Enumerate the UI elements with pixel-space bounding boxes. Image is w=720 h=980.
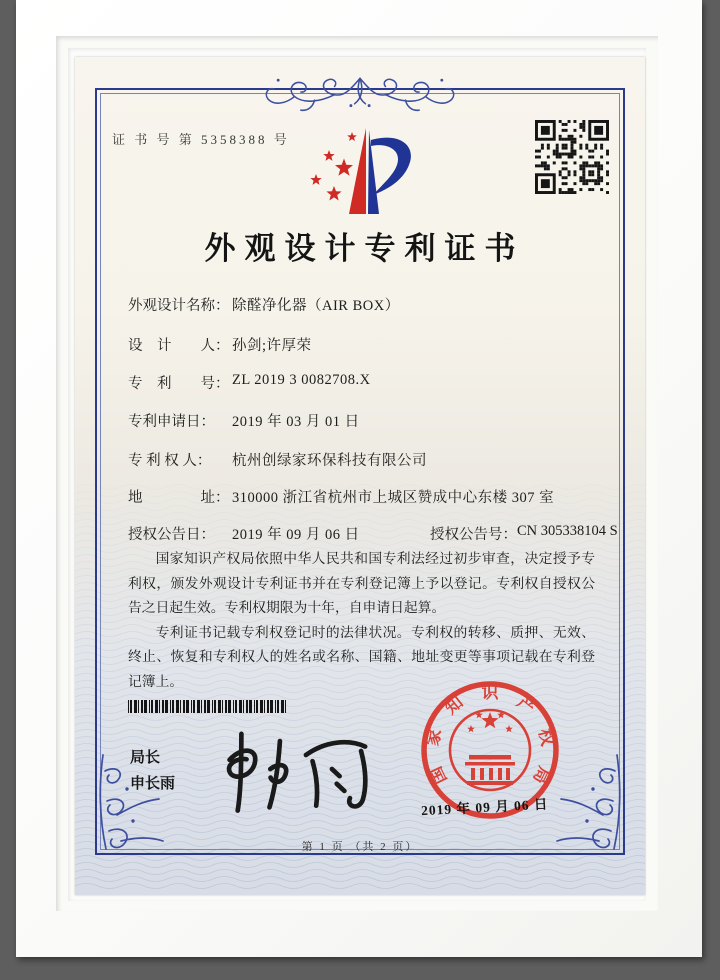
field-value: 2019 年 09 月 06 日 bbox=[232, 527, 360, 543]
field-label: 专 利 权 人： bbox=[128, 453, 212, 469]
national-emblem bbox=[465, 755, 515, 785]
svg-text:国: 国 bbox=[426, 763, 451, 788]
signer-name: 申长雨 bbox=[130, 775, 176, 792]
commissioner-signature bbox=[214, 722, 387, 814]
field-value: ZL 2019 3 0082708.X bbox=[232, 372, 371, 388]
signer-block bbox=[130, 745, 175, 797]
page-footer: 第 1 页 （共 2 页） bbox=[301, 841, 419, 853]
field-address bbox=[128, 486, 554, 507]
field-grant-number bbox=[430, 523, 618, 544]
svg-text:知: 知 bbox=[441, 692, 467, 718]
body-paragraph-1: 国家知识产权局依照中华人民共和国专利法经过初步审查，决定授予专利权，颁发外观设计专利证书并在专利登记簿上予以登记。专利权自授权公告之日起生效。专利权期限为十年，自申请日起算。 bbox=[128, 551, 595, 615]
field-filing-date bbox=[128, 410, 360, 431]
field-patentee bbox=[128, 449, 427, 470]
barcode bbox=[128, 700, 290, 713]
field-value: 孙剑;许厚荣 bbox=[232, 338, 312, 354]
svg-text:产: 产 bbox=[513, 692, 539, 718]
certificate-number: 证 书 号 第 5358388 号 bbox=[112, 132, 290, 147]
svg-text:识: 识 bbox=[481, 683, 499, 702]
cnipa-patent-logo-icon bbox=[303, 123, 419, 219]
field-label: 授权公告日： bbox=[128, 527, 215, 543]
field-value: 310000 浙江省杭州市上城区赞成中心东楼 307 室 bbox=[232, 490, 555, 506]
field-label: 专 利 号： bbox=[128, 376, 230, 392]
field-grant-date bbox=[128, 523, 360, 544]
field-label: 设 计 人： bbox=[128, 338, 230, 354]
field-design-name bbox=[128, 294, 400, 315]
field-value: CN 305338104 S bbox=[517, 523, 618, 539]
field-patent-number bbox=[128, 372, 371, 393]
field-value: 除醛净化器（AIR BOX） bbox=[232, 298, 400, 314]
field-label: 外观设计名称： bbox=[128, 298, 230, 314]
certificate-paper bbox=[75, 57, 645, 895]
svg-text:局: 局 bbox=[529, 763, 554, 788]
certificate-title: 外观设计专利证书 bbox=[204, 231, 525, 266]
field-label: 地 址： bbox=[128, 490, 230, 506]
svg-text:家: 家 bbox=[422, 727, 446, 748]
field-value: 2019 年 03 月 01 日 bbox=[232, 414, 360, 430]
svg-text:权: 权 bbox=[534, 727, 558, 748]
signer-title: 局长 bbox=[130, 749, 161, 766]
field-label: 专利申请日： bbox=[128, 414, 215, 430]
field-value: 杭州创绿家环保科技有限公司 bbox=[232, 453, 427, 469]
field-label: 授权公告号： bbox=[430, 527, 517, 543]
top-flourish-ornament bbox=[260, 69, 460, 115]
field-designer bbox=[128, 334, 312, 355]
qr-code bbox=[535, 120, 609, 194]
body-paragraph-2: 专利证书记载专利权登记时的法律状况。专利权的转移、质押、无效、终止、恢复和专利权人的姓名或名称、国籍、地址变更等事项记载在专利登记簿上。 bbox=[128, 624, 595, 689]
seal-date: 2019 年 09 月 06 日 bbox=[420, 796, 549, 819]
